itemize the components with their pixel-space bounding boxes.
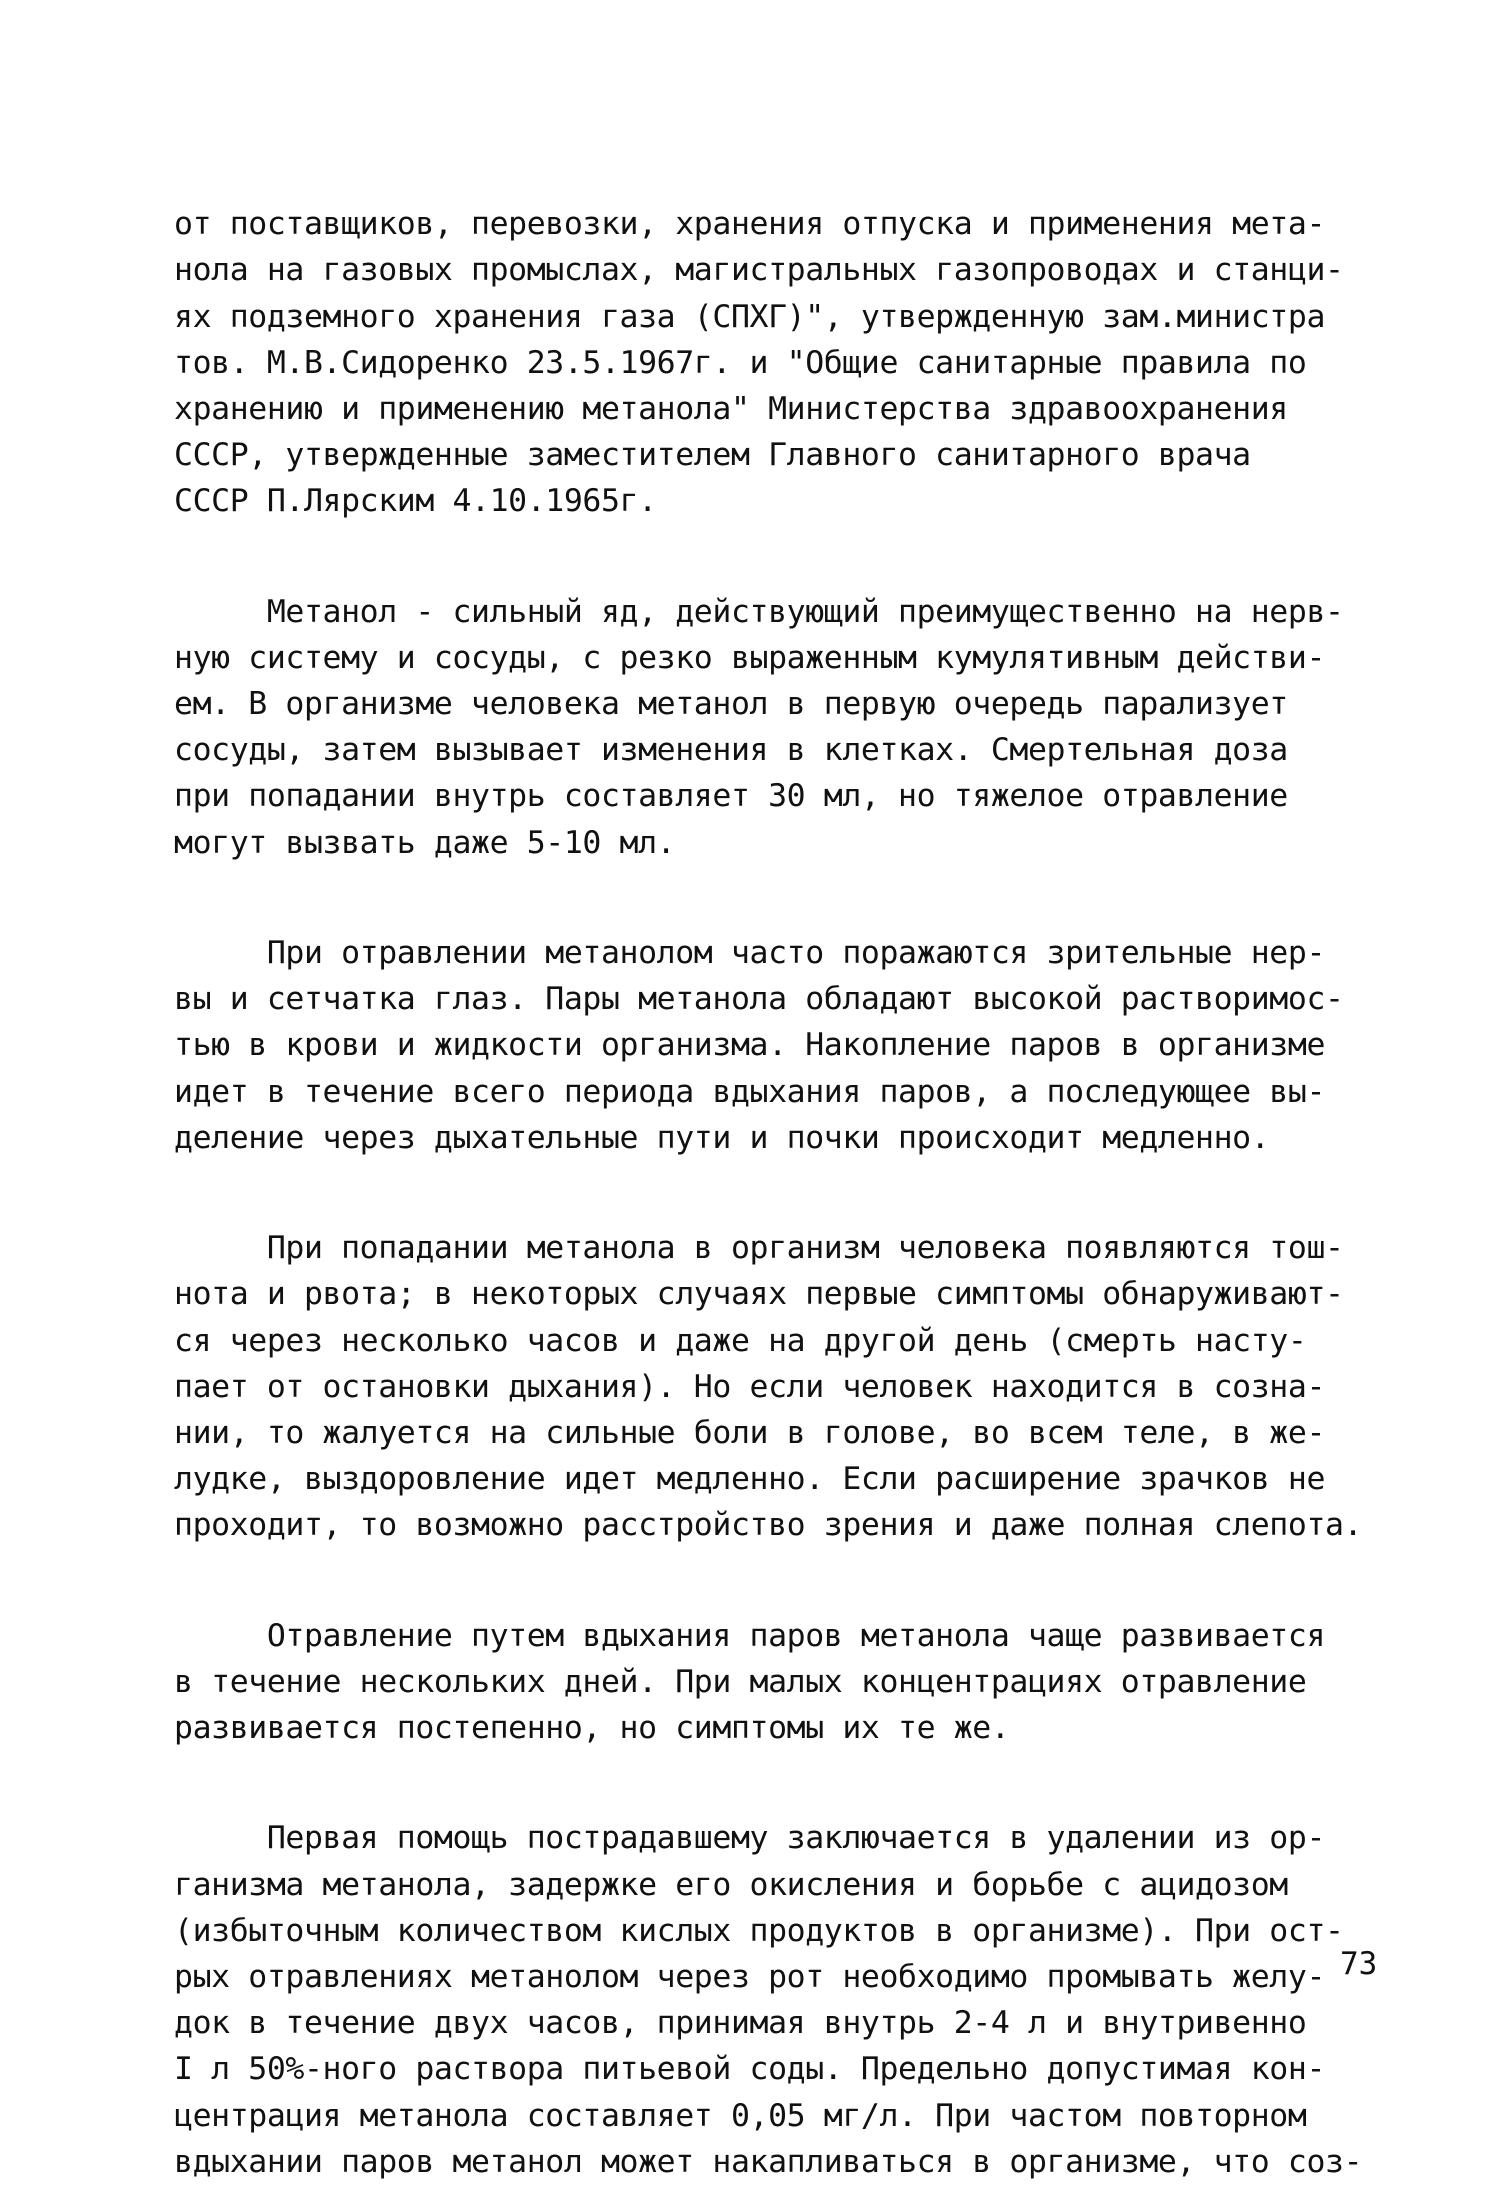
text-line: развивается постепенно, но симптомы их те же. [174,1710,1010,1747]
text-line: I л 50%-ного раствора питьевой соды. Предельно допустимая кон- [174,2051,1326,2088]
paragraph-3 [174,884,1414,1161]
text-line: ем. В организме человека метанол в первую очередь парализует [174,686,1288,723]
text-line: сосуды, затем вызывает изменения в клетках. Смертельная доза [174,732,1288,769]
text-line: ную систему и сосуды, с резко выраженным кумулятивным действи- [174,639,1326,676]
text-line: Первая помощь пострадавшему заключается в удалении из ор- [174,1820,1326,1857]
text-line: нии, то жалуется на сильные боли в голове, во всем теле, в же- [174,1414,1326,1451]
paragraph-4 [174,1179,1414,1549]
text-line: СССР, утвержденные заместителем Главного санитарного врача [174,437,1251,474]
text-line: нола на газовых промыслах, магистральных газопроводах и станци- [174,252,1344,289]
text-line: Отравление путем вдыхания паров метанола чаще развивается [174,1617,1326,1654]
paragraph-2 [174,543,1414,866]
page-number: 73 [1340,1946,1378,1982]
text-line: При попадании метанола в организм человека появляются тош- [174,1230,1344,1267]
text-line: ганизма метанола, задержке его окисления и борьбе с ацидозом [174,1866,1288,1903]
text-line: центрация метанола составляет 0,05 мг/л. При частом повторном [174,2097,1307,2134]
text-line: СССР П.Лярским 4.10.1965г. [174,483,657,520]
body-text [174,155,1414,2203]
text-line: (избыточным количеством кислых продуктов в организме). При ост- [174,1912,1344,1949]
text-line: рых отравлениях метанолом через рот необходимо промывать желу- [174,1959,1326,1996]
paragraph-6 [174,1769,1414,2185]
text-line: нота и рвота; в некоторых случаях первые симптомы обнаруживают- [174,1276,1344,1313]
text-line: вы и сетчатка глаз. Пары метанола обладают высокой растворимос- [174,981,1344,1018]
text-line: хранению и применению метанола" Министерства здравоохранения [174,390,1288,427]
paragraph-5 [174,1567,1414,1752]
text-line: ях подземного хранения газа (СПХГ)", утвержденную зам.министра [174,298,1326,335]
text-line: При отравлении метанолом часто поражаются зрительные нер- [174,935,1326,972]
text-line: док в течение двух часов, принимая внутрь 2-4 л и внутривенно [174,2005,1307,2042]
text-line: при попадании внутрь составляет 30 мл, но тяжелое отравление [174,778,1288,815]
text-line: тью в крови и жидкости организма. Накопление паров в организме [174,1027,1326,1064]
text-line: ся через несколько часов и даже на другой день (смерть насту- [174,1322,1307,1359]
text-line: лудке, выздоровление идет медленно. Если расширение зрачков не [174,1461,1326,1498]
text-line: тов. М.В.Сидоренко 23.5.1967г. и "Общие санитарные правила по [174,344,1307,381]
text-line: от поставщиков, перевозки, хранения отпуска и применения мета- [174,206,1326,243]
text-line: могут вызвать даже 5-10 мл. [174,824,676,861]
text-line: проходит, то возможно расстройство зрения и даже полная слепота. [174,1507,1363,1544]
text-line: вдыхании паров метанол может накапливаться в организме, что соз- [174,2143,1363,2180]
text-line: в течение нескольких дней. При малых концентрациях отравление [174,1663,1307,1700]
text-line: идет в течение всего периода вдыхания паров, а последующее вы- [174,1073,1326,1110]
text-line: пает от остановки дыхания). Но если человек находится в созна- [174,1368,1326,1405]
paragraph-1 [174,155,1414,525]
text-line: Метанол - сильный яд, действующий преимущественно на нерв- [174,593,1344,630]
text-line: деление через дыхательные пути и почки происходит медленно. [174,1119,1270,1156]
